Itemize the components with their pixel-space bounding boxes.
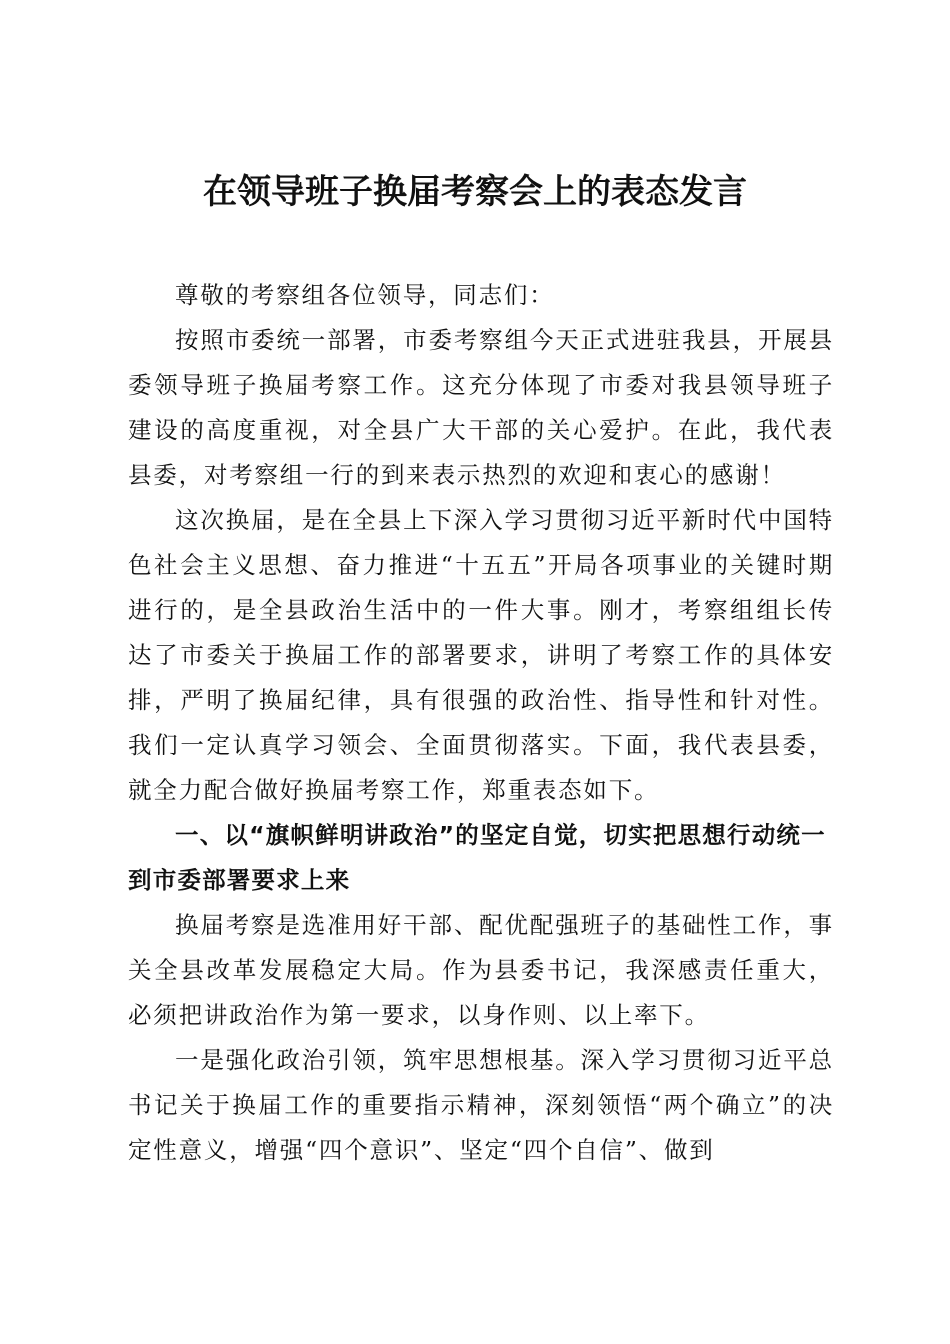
document-title: 在领导班子换届考察会上的表态发言 — [203, 172, 747, 212]
document-body — [128, 273, 834, 1173]
paragraph: 这次换届，是在全县上下深入学习贯彻习近平新时代中国特色社会主义思想、奋力推进“十五五”开局各项事业的关键时期进行的，是全县政治生活中的一件大事。刚才，考察组组长传达了市委关于换届工作的部署要求，讲明了考察工作的具体安排，严明了换届纪律，具有很强的政治性、指导性和针对性。我们一定认真学习领会、全面贯彻落实。下面，我代表县委，就全力配合做好换届考察工作，郑重表态如下。 — [128, 506, 834, 804]
salutation: 尊敬的考察组各位领导，同志们： — [175, 281, 555, 309]
paragraph: 按照市委统一部署，市委考察组今天正式进驻我县，开展县委领导班子换届考察工作。这充分体现了市委对我县领导班子建设的高度重视，对全县广大干部的关心爱护。在此，我代表县委，对考察组一行的到来表示热烈的欢迎和衷心的感谢！ — [128, 326, 834, 489]
section-heading: 一、以“旗帜鲜明讲政治”的坚定自觉，切实把思想行动统一到市委部署要求上来 — [128, 821, 826, 894]
paragraph: 一是强化政治引领，筑牢思想根基。深入学习贯彻习近平总书记关于换届工作的重要指示精神，深刻领悟“两个确立”的决定性意义，增强“四个意识”、坚定“四个自信”、做到 — [128, 1046, 834, 1164]
paragraph: 换届考察是选准用好干部、配优配强班子的基础性工作，事关全县改革发展稳定大局。作为县委书记，我深感责任重大，必须把讲政治作为第一要求，以身作则、以上率下。 — [128, 911, 834, 1029]
